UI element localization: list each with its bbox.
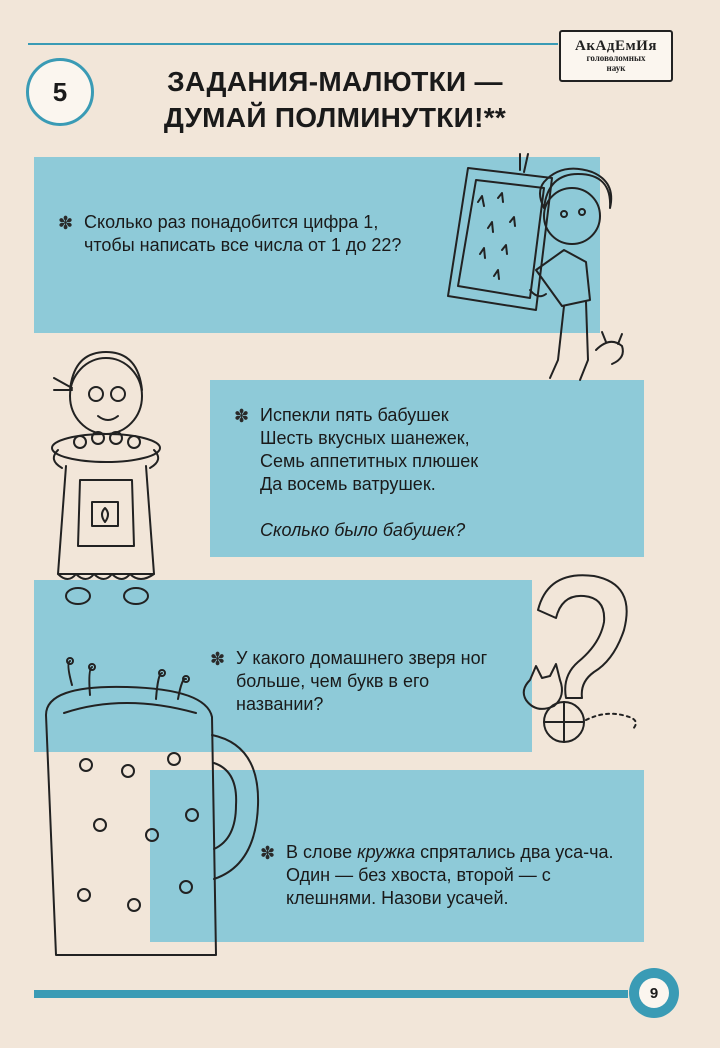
boy-at-board-illustration bbox=[440, 150, 630, 390]
title-line-2: ДУМАЙ ПОЛМИНУТКИ!** bbox=[163, 102, 507, 133]
emphasized-word: кружка bbox=[357, 842, 416, 862]
task-2-poem bbox=[234, 404, 560, 542]
publisher-logo: АкАдЕмИя головоломных наук bbox=[559, 30, 673, 82]
task-3-text: У какого домашнего зверя ног больше, чем букв в его названии? bbox=[236, 648, 488, 714]
page-number: 9 bbox=[639, 978, 669, 1008]
task-1-text: Сколько раз понадобится цифра 1, чтобы написать все числа от 1 до 22? bbox=[84, 212, 402, 255]
bullet-star-icon: ✽ bbox=[260, 843, 276, 863]
poem-question: Сколько было бабушек? bbox=[260, 520, 466, 540]
task-3 bbox=[210, 647, 516, 716]
task-4 bbox=[260, 841, 616, 910]
bullet-star-icon: ✽ bbox=[210, 649, 226, 669]
mug-illustration bbox=[36, 655, 266, 960]
task-number-badge: 5 bbox=[26, 58, 94, 126]
top-rule bbox=[28, 43, 558, 45]
grandma-with-pastries-illustration bbox=[40, 350, 170, 612]
page-number-badge bbox=[629, 968, 679, 1018]
task-4-text: В слове кружка спрятались два уса-ча. Один — без хвоста, второй — с клешнями. Назови усачей. bbox=[286, 842, 614, 908]
title-line-1: ЗАДАНИЯ-МАЛЮТКИ — bbox=[167, 66, 503, 97]
task-1 bbox=[58, 211, 414, 257]
poem-line: Испекли пять бабушек bbox=[260, 405, 449, 425]
page-title bbox=[110, 64, 560, 136]
bullet-star-icon: ✽ bbox=[234, 406, 250, 426]
poem-line: Семь аппетитных плюшек bbox=[260, 451, 479, 471]
bottom-rule bbox=[34, 990, 628, 998]
poem-line: Шесть вкусных шанежек, bbox=[260, 428, 470, 448]
bullet-star-icon: ✽ bbox=[58, 213, 74, 233]
question-mark-illustration bbox=[510, 570, 650, 770]
poem-line: Да восемь ватрушек. bbox=[260, 474, 436, 494]
